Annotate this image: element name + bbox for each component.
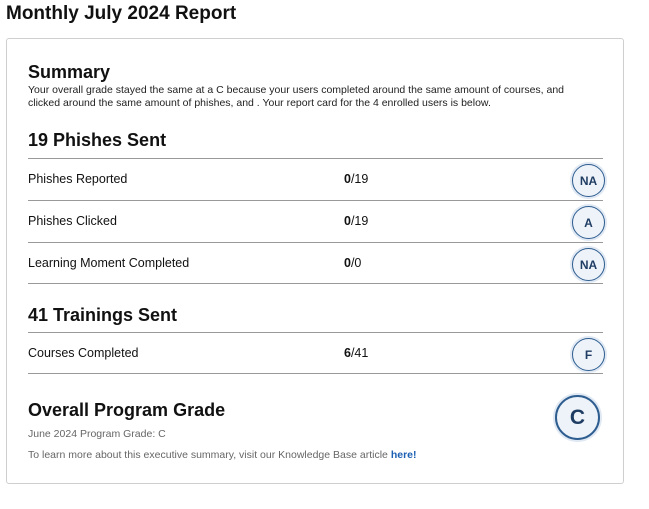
metric-total: /0 xyxy=(350,256,362,270)
metric-count: 6 xyxy=(344,346,351,360)
knowledge-base-note xyxy=(28,449,417,461)
overall-grade-badge: C xyxy=(555,395,600,440)
metric-label: Learning Moment Completed xyxy=(28,256,190,270)
knowledge-base-text: To learn more about this executive summary, visit our Knowledge Base article xyxy=(28,449,391,461)
grade-badge: F xyxy=(572,338,605,371)
metric-row-learning-moment xyxy=(28,242,603,284)
knowledge-base-link[interactable]: here! xyxy=(390,449,417,461)
phishes-heading: 19 Phishes Sent xyxy=(28,130,167,150)
metric-row-phishes-reported xyxy=(28,158,603,200)
summary-text: Your overall grade stayed the same at a C because your users completed around the same amount of courses, and clicked around the same amount of phishes, and . Your report card for the 4 enrolled users is below. xyxy=(28,84,565,109)
metric-count: 0 xyxy=(344,172,351,186)
metric-value xyxy=(344,172,368,186)
metric-value xyxy=(344,214,368,228)
metric-value xyxy=(344,346,368,360)
metric-count: 0 xyxy=(344,214,351,228)
metric-count: 0 xyxy=(344,256,351,270)
report-title: Monthly July 2024 Report xyxy=(6,3,237,24)
grade-badge: A xyxy=(572,206,605,239)
metric-value xyxy=(344,256,361,270)
metric-total: /19 xyxy=(350,172,369,186)
overall-grade-heading: Overall Program Grade xyxy=(28,400,226,420)
grade-badge: NA xyxy=(572,164,605,197)
metric-label: Phishes Clicked xyxy=(28,214,117,228)
previous-grade-text: June 2024 Program Grade: C xyxy=(28,428,166,440)
grade-badge: NA xyxy=(572,248,605,281)
metric-total: /19 xyxy=(350,214,369,228)
metric-total: /41 xyxy=(350,346,369,360)
metric-label: Phishes Reported xyxy=(28,172,128,186)
report-card xyxy=(6,38,624,484)
trainings-heading: 41 Trainings Sent xyxy=(28,305,178,325)
metric-row-courses-completed xyxy=(28,332,603,374)
summary-heading: Summary xyxy=(28,62,111,82)
metric-label: Courses Completed xyxy=(28,346,139,360)
metric-row-phishes-clicked xyxy=(28,200,603,242)
